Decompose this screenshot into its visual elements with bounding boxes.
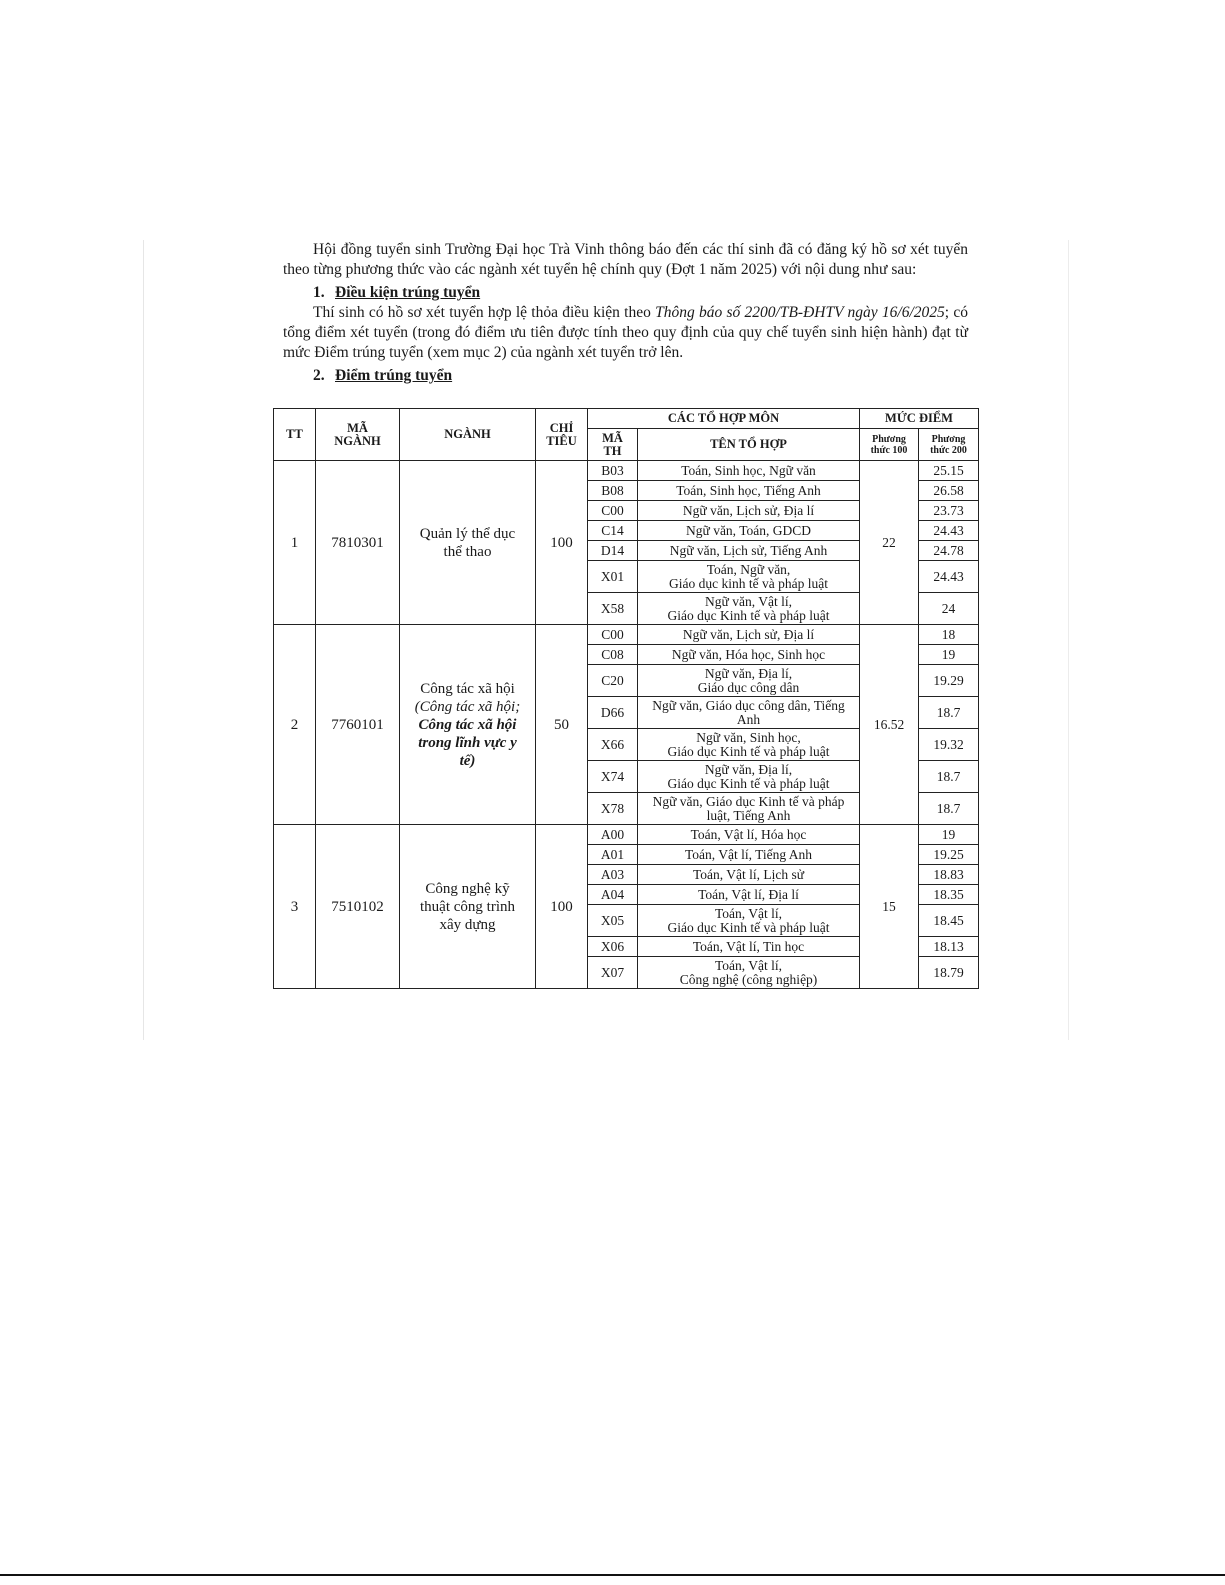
header-ma-th-line1: MÃ xyxy=(602,430,623,445)
combo-name-line: Giáo dục công dân xyxy=(697,679,800,695)
score-pt200: 18.35 xyxy=(919,885,979,905)
combo-code: D14 xyxy=(588,541,638,561)
combo-code: D66 xyxy=(588,697,638,729)
score-pt100: 22 xyxy=(860,461,919,625)
major-name xyxy=(400,461,536,625)
major-name-line: thuật công trình xyxy=(420,898,515,915)
score-pt200: 24.43 xyxy=(919,561,979,593)
score-pt200: 18.79 xyxy=(919,957,979,989)
header-chi-tieu-line2: TIÊU xyxy=(546,433,577,448)
header-ma-th-line2: TH xyxy=(603,443,622,458)
score-pt200: 25.15 xyxy=(919,461,979,481)
major-tt: 3 xyxy=(274,825,316,989)
header-to-hop: CÁC TỔ HỢP MÔN xyxy=(588,409,860,429)
combo-name: Ngữ văn, Toán, GDCD xyxy=(638,521,860,541)
header-muc-diem: MỨC ĐIỂM xyxy=(860,409,979,429)
header-pt200-line2: thức 200 xyxy=(930,444,967,456)
combo-code: C14 xyxy=(588,521,638,541)
combo-name xyxy=(638,697,860,729)
score-pt200: 18.45 xyxy=(919,905,979,937)
header-pt100 xyxy=(860,429,919,461)
major-name-line: Công nghệ kỹ xyxy=(425,880,510,897)
header-pt200-line1: Phương xyxy=(931,433,966,445)
score-pt200: 19.32 xyxy=(919,729,979,761)
section1-number: 1. xyxy=(313,284,325,301)
section1-text-before: Thí sinh có hồ sơ xét tuyển hợp lệ thỏa điều kiện theo xyxy=(313,304,656,321)
table-row xyxy=(274,461,979,481)
major-code: 7810301 xyxy=(316,461,400,625)
combo-name-line: Ngữ văn, Giáo dục công dân, Tiếng xyxy=(652,697,845,713)
combo-name: Toán, Vật lí, Lịch sử xyxy=(638,865,860,885)
section2-heading xyxy=(313,366,968,386)
major-name-line: Công tác xã hội xyxy=(420,680,515,697)
score-table-wrapper xyxy=(273,408,978,989)
section1-heading xyxy=(313,283,968,303)
header-ma-nganh-line1: MÃ xyxy=(347,420,368,435)
combo-code: B03 xyxy=(588,461,638,481)
combo-code: C00 xyxy=(588,625,638,645)
combo-name: Ngữ văn, Hóa học, Sinh học xyxy=(638,645,860,665)
combo-name: Ngữ văn, Lịch sử, Địa lí xyxy=(638,625,860,645)
combo-code: A01 xyxy=(588,845,638,865)
combo-name: Toán, Vật lí, Địa lí xyxy=(638,885,860,905)
header-pt200 xyxy=(919,429,979,461)
combo-name-line: Ngữ văn, Vật lí, xyxy=(705,593,792,609)
combo-name: Ngữ văn, Lịch sử, Tiếng Anh xyxy=(638,541,860,561)
score-pt200: 24 xyxy=(919,593,979,625)
score-pt200: 18.7 xyxy=(919,761,979,793)
combo-name-line: Giáo dục Kinh tế và pháp luật xyxy=(667,607,830,623)
scan-edge-left xyxy=(143,240,144,1040)
combo-name: Toán, Sinh học, Ngữ văn xyxy=(638,461,860,481)
page-bottom-border xyxy=(0,1574,1225,1576)
combo-name: Toán, Vật lí, Hóa học xyxy=(638,825,860,845)
major-name-italic: (Công tác xã hội; xyxy=(414,698,521,715)
combo-name: Toán, Vật lí, Tiếng Anh xyxy=(638,845,860,865)
combo-code: X01 xyxy=(588,561,638,593)
combo-name-line: Giáo dục kinh tế và pháp luật xyxy=(669,575,828,591)
combo-code: A04 xyxy=(588,885,638,905)
major-quota: 50 xyxy=(536,625,588,825)
header-ten-to-hop: TÊN TỔ HỢP xyxy=(638,429,860,461)
major-name-bold: tế) xyxy=(459,752,476,769)
major-name xyxy=(400,625,536,825)
header-tt: TT xyxy=(274,409,316,461)
combo-name-line: Ngữ văn, Địa lí, xyxy=(704,761,793,777)
combo-name-line: Ngữ văn, Địa lí, xyxy=(704,665,793,681)
header-pt100-line1: Phương xyxy=(872,433,906,445)
score-pt200: 19 xyxy=(919,825,979,845)
document-body xyxy=(283,240,968,386)
score-pt200: 23.73 xyxy=(919,501,979,521)
combo-name xyxy=(638,957,860,989)
combo-name: Toán, Vật lí, Tin học xyxy=(638,937,860,957)
major-quota: 100 xyxy=(536,825,588,989)
header-ma-nganh-line2: NGÀNH xyxy=(334,433,381,448)
score-pt200: 24.43 xyxy=(919,521,979,541)
header-chi-tieu xyxy=(536,409,588,461)
score-pt100: 16.52 xyxy=(860,625,919,825)
combo-code: X07 xyxy=(588,957,638,989)
combo-name-line: Toán, Vật lí, xyxy=(714,957,783,973)
header-ma-nganh xyxy=(316,409,400,461)
combo-name-line: Ngữ văn, Giáo dục Kinh tế và pháp xyxy=(652,793,845,809)
combo-code: X78 xyxy=(588,793,638,825)
combo-name xyxy=(638,665,860,697)
header-chi-tieu-line1: CHỈ xyxy=(549,420,574,435)
combo-name-line: Anh xyxy=(736,711,761,727)
combo-name-line: Công nghệ (công nghiệp) xyxy=(679,971,818,987)
combo-name xyxy=(638,593,860,625)
section2-title: Điểm trúng tuyển xyxy=(335,367,453,384)
scan-edge-right xyxy=(1068,240,1069,1040)
combo-name-line: luật, Tiếng Anh xyxy=(706,807,791,823)
score-pt200: 18.7 xyxy=(919,697,979,729)
section1-text-after: ; có tổng điểm xét tuyển (trong đó điểm ưu tiên được tính theo quy định của quy chế tuyển sinh hiện hành) đạt từ mức Điểm trúng tuyển (xem mục 2) của ngành xét tuyển trở lên. xyxy=(283,304,968,361)
combo-name xyxy=(638,793,860,825)
score-pt100: 15 xyxy=(860,825,919,989)
combo-name xyxy=(638,905,860,937)
header-ma-th xyxy=(588,429,638,461)
combo-code: C08 xyxy=(588,645,638,665)
combo-name xyxy=(638,561,860,593)
table-row xyxy=(274,625,979,645)
major-tt: 1 xyxy=(274,461,316,625)
major-quota: 100 xyxy=(536,461,588,625)
major-tt: 2 xyxy=(274,625,316,825)
combo-name-line: Toán, Ngữ văn, xyxy=(706,561,791,577)
header-nganh: NGÀNH xyxy=(400,409,536,461)
major-name-line: xây dựng xyxy=(439,916,496,933)
combo-code: C00 xyxy=(588,501,638,521)
combo-name-line: Ngữ văn, Sinh học, xyxy=(696,729,801,745)
combo-name xyxy=(638,729,860,761)
combo-code: X66 xyxy=(588,729,638,761)
major-name-line: thể thao xyxy=(443,543,492,560)
major-name-bold: trong lĩnh vực y xyxy=(418,734,517,751)
combo-code: X58 xyxy=(588,593,638,625)
combo-code: X74 xyxy=(588,761,638,793)
intro-paragraph: Hội đồng tuyển sinh Trường Đại học Trà Vinh thông báo đến các thí sinh đã có đăng ký hồ sơ xét tuyển theo từng phương thức vào các ngành xét tuyển hệ chính quy (Đợt 1 năm 2025) với nội dung như sau: xyxy=(283,241,968,278)
major-code: 7760101 xyxy=(316,625,400,825)
combo-name: Ngữ văn, Lịch sử, Địa lí xyxy=(638,501,860,521)
notice-reference: Thông báo số 2200/TB-ĐHTV ngày 16/6/2025 xyxy=(655,304,945,321)
score-pt200: 19.25 xyxy=(919,845,979,865)
combo-code: X06 xyxy=(588,937,638,957)
combo-name xyxy=(638,761,860,793)
major-name-line: Quản lý thể dục xyxy=(419,525,516,542)
table-row xyxy=(274,825,979,845)
major-name xyxy=(400,825,536,989)
combo-code: B08 xyxy=(588,481,638,501)
score-pt200: 19.29 xyxy=(919,665,979,697)
combo-code: C20 xyxy=(588,665,638,697)
score-pt200: 18.7 xyxy=(919,793,979,825)
major-code: 7510102 xyxy=(316,825,400,989)
score-pt200: 18.83 xyxy=(919,865,979,885)
score-pt200: 24.78 xyxy=(919,541,979,561)
header-row-1 xyxy=(274,409,979,429)
section2-number: 2. xyxy=(313,367,325,384)
score-pt200: 18 xyxy=(919,625,979,645)
combo-name-line: Toán, Vật lí, xyxy=(714,905,783,921)
combo-code: A03 xyxy=(588,865,638,885)
header-pt100-line2: thức 100 xyxy=(870,444,908,456)
section1-title: Điều kiện trúng tuyển xyxy=(335,284,481,301)
combo-code: X05 xyxy=(588,905,638,937)
section1-paragraph xyxy=(283,303,968,363)
combo-name-line: Giáo dục Kinh tế và pháp luật xyxy=(667,743,830,759)
score-pt200: 18.13 xyxy=(919,937,979,957)
combo-name-line: Giáo dục Kinh tế và pháp luật xyxy=(667,775,830,791)
combo-name-line: Giáo dục Kinh tế và pháp luật xyxy=(667,919,830,935)
combo-code: A00 xyxy=(588,825,638,845)
combo-name: Toán, Sinh học, Tiếng Anh xyxy=(638,481,860,501)
score-pt200: 19 xyxy=(919,645,979,665)
major-name-bold: Công tác xã hội xyxy=(418,716,517,733)
score-pt200: 26.58 xyxy=(919,481,979,501)
score-table xyxy=(273,408,979,989)
